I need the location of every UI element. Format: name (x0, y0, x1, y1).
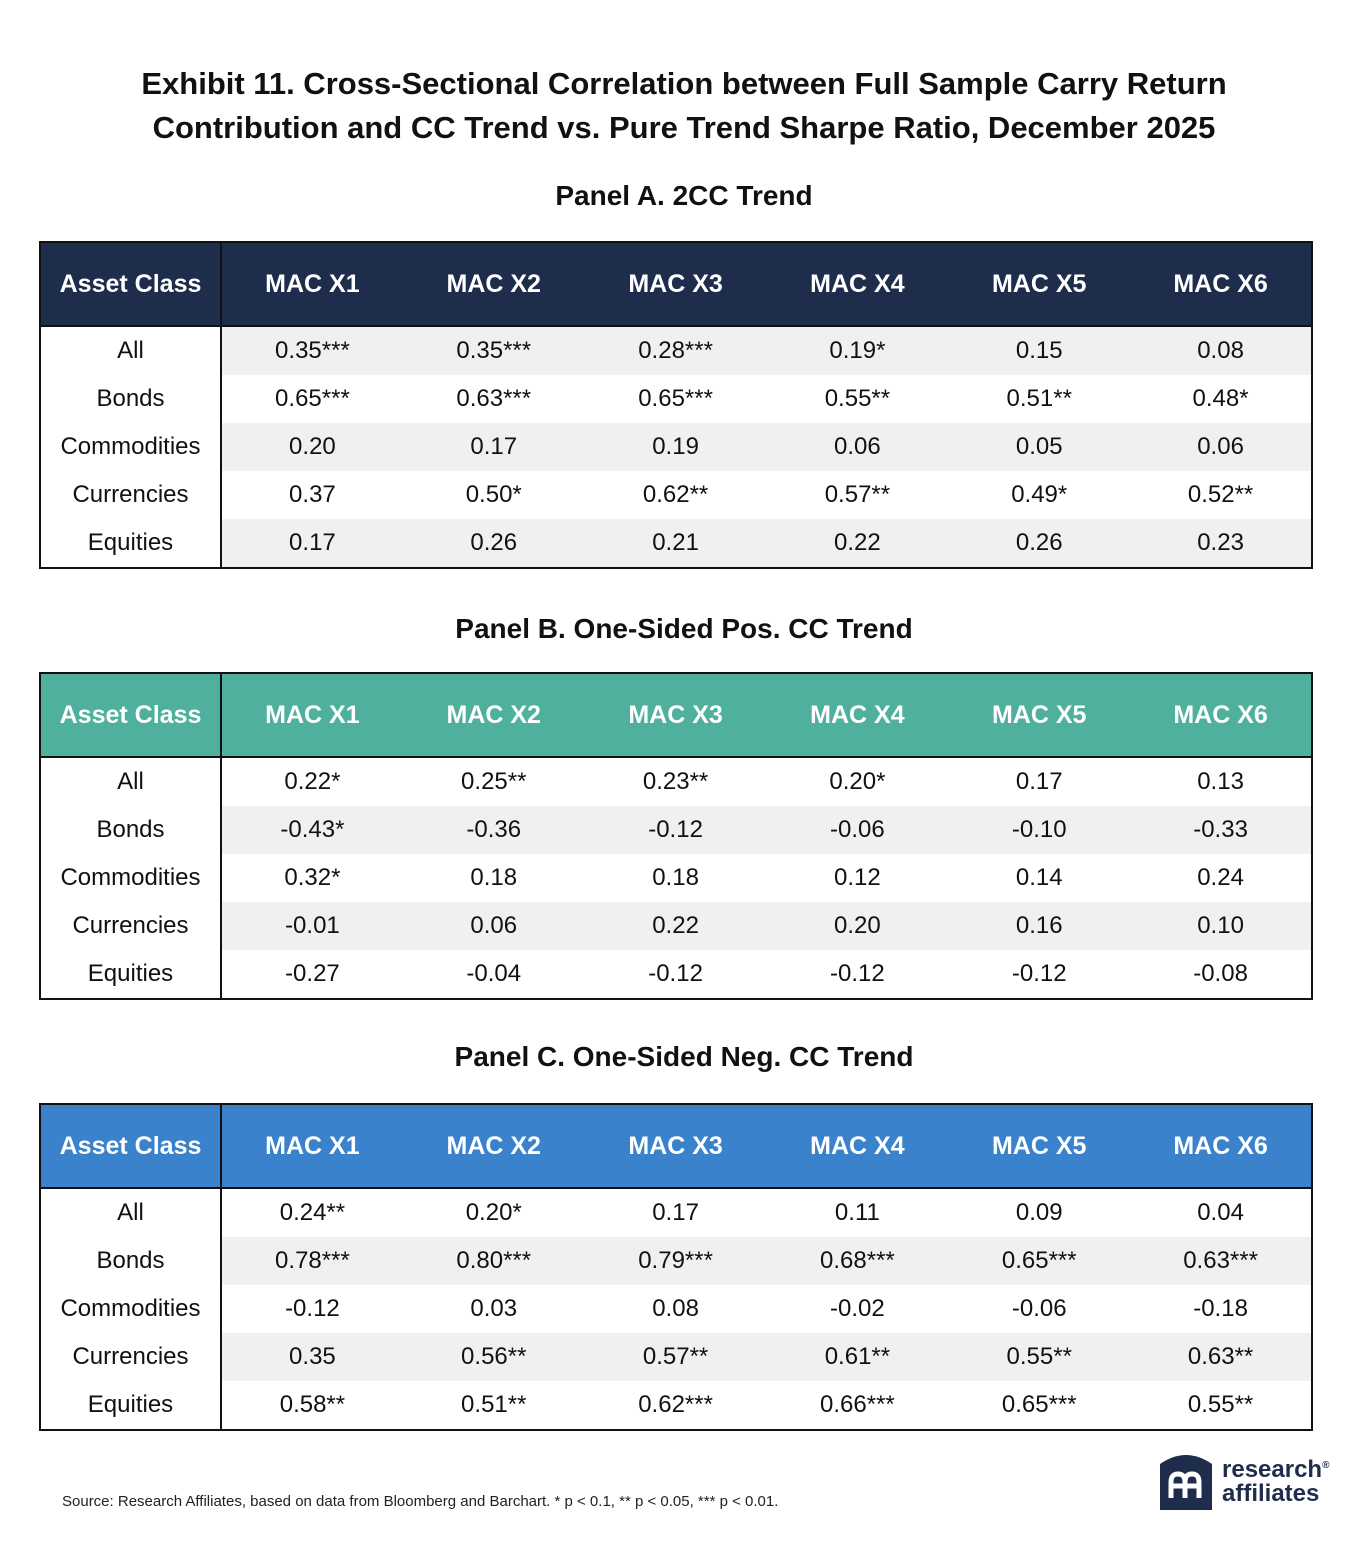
column-header-mac-x4: MAC X4 (766, 673, 948, 757)
table-cell: 0.24 (1130, 854, 1312, 902)
table-cell: 0.22 (585, 902, 767, 950)
row-label: All (40, 1188, 221, 1237)
row-label: Commodities (40, 423, 221, 471)
table-cell: 0.13 (1130, 757, 1312, 806)
column-header-mac-x1: MAC X1 (221, 673, 403, 757)
table-cell: 0.62** (585, 471, 767, 519)
table-cell: 0.55** (1130, 1381, 1312, 1430)
table-row (40, 1381, 1312, 1430)
table-cell: 0.22 (766, 519, 948, 568)
table-cell: 0.18 (403, 854, 585, 902)
table-cell: 0.23 (1130, 519, 1312, 568)
table-cell: 0.03 (403, 1285, 585, 1333)
table-cell: -0.08 (1130, 950, 1312, 999)
table-cell: 0.62*** (585, 1381, 767, 1430)
table-cell: 0.20* (403, 1188, 585, 1237)
table-cell: 0.78*** (221, 1237, 403, 1285)
table-cell: 0.52** (1130, 471, 1312, 519)
table-cell: -0.04 (403, 950, 585, 999)
table-cell: 0.63** (1130, 1333, 1312, 1381)
table-cell: 0.06 (403, 902, 585, 950)
column-header-mac-x3: MAC X3 (585, 242, 767, 326)
table-cell: 0.57** (585, 1333, 767, 1381)
table-cell: 0.20 (221, 423, 403, 471)
row-label: Currencies (40, 471, 221, 519)
table-cell: 0.06 (1130, 423, 1312, 471)
table-cell: 0.56** (403, 1333, 585, 1381)
table-row (40, 1237, 1312, 1285)
column-header-asset-class: Asset Class (40, 1104, 221, 1188)
table-cell: 0.17 (221, 519, 403, 568)
column-header-mac-x3: MAC X3 (585, 1104, 767, 1188)
column-header-mac-x2: MAC X2 (403, 242, 585, 326)
table-row (40, 950, 1312, 999)
row-label: Currencies (40, 902, 221, 950)
header-row (40, 673, 1312, 757)
panel-a-table (39, 241, 1313, 569)
exhibit-title-line-2: Contribution and CC Trend vs. Pure Trend Sharpe Ratio, December 2025 (152, 110, 1216, 145)
table-cell: 0.55** (948, 1333, 1130, 1381)
header-row (40, 242, 1312, 326)
table-cell: 0.20* (766, 757, 948, 806)
table-row (40, 375, 1312, 423)
table-cell: 0.21 (585, 519, 767, 568)
column-header-mac-x3: MAC X3 (585, 673, 767, 757)
table-cell: 0.37 (221, 471, 403, 519)
table-cell: 0.55** (766, 375, 948, 423)
table-row (40, 1333, 1312, 1381)
header-row (40, 1104, 1312, 1188)
column-header-mac-x6: MAC X6 (1130, 242, 1312, 326)
table-cell: 0.68*** (766, 1237, 948, 1285)
table-cell: -0.10 (948, 806, 1130, 854)
column-header-mac-x1: MAC X1 (221, 242, 403, 326)
table-cell: 0.17 (403, 423, 585, 471)
table-cell: 0.50* (403, 471, 585, 519)
table-cell: -0.36 (403, 806, 585, 854)
table-row (40, 902, 1312, 950)
table-cell: 0.22* (221, 757, 403, 806)
table-cell: 0.61** (766, 1333, 948, 1381)
table-cell: -0.12 (766, 950, 948, 999)
panel-b-title: Panel B. One-Sided Pos. CC Trend (455, 613, 913, 644)
table-cell: 0.51** (403, 1381, 585, 1430)
panel-b-table (39, 672, 1313, 1000)
table-cell: 0.08 (1130, 326, 1312, 375)
row-label: Bonds (40, 1237, 221, 1285)
table-cell: 0.16 (948, 902, 1130, 950)
table-cell: -0.12 (585, 950, 767, 999)
table-cell: 0.19* (766, 326, 948, 375)
table-cell: 0.24** (221, 1188, 403, 1237)
row-label: Bonds (40, 375, 221, 423)
table-cell: 0.63*** (403, 375, 585, 423)
row-label: All (40, 326, 221, 375)
table-cell: 0.06 (766, 423, 948, 471)
table-cell: 0.57** (766, 471, 948, 519)
table-row (40, 757, 1312, 806)
table-cell: 0.26 (403, 519, 585, 568)
table-row (40, 854, 1312, 902)
table-cell: 0.65*** (221, 375, 403, 423)
table-cell: 0.66*** (766, 1381, 948, 1430)
table-cell: 0.04 (1130, 1188, 1312, 1237)
table-cell: 0.63*** (1130, 1237, 1312, 1285)
panel-c-title: Panel C. One-Sided Neg. CC Trend (454, 1041, 914, 1072)
logo-line-1: research (1222, 1456, 1323, 1483)
table-cell: 0.12 (766, 854, 948, 902)
table-cell: 0.17 (585, 1188, 767, 1237)
row-label: Equities (40, 519, 221, 568)
column-header-mac-x4: MAC X4 (766, 242, 948, 326)
research-affiliates-logo (1160, 1450, 1330, 1510)
row-label: Commodities (40, 1285, 221, 1333)
table-cell: 0.79*** (585, 1237, 767, 1285)
row-label: All (40, 757, 221, 806)
table-cell: 0.17 (948, 757, 1130, 806)
table-cell: -0.43* (221, 806, 403, 854)
panel-c-table (39, 1103, 1313, 1431)
table-row (40, 519, 1312, 568)
table-cell: 0.05 (948, 423, 1130, 471)
panel-a-title: Panel A. 2CC Trend (555, 180, 813, 211)
table-cell: -0.33 (1130, 806, 1312, 854)
column-header-mac-x5: MAC X5 (948, 673, 1130, 757)
column-header-mac-x6: MAC X6 (1130, 673, 1312, 757)
table-row (40, 1285, 1312, 1333)
table-cell: 0.51** (948, 375, 1130, 423)
table-cell: 0.19 (585, 423, 767, 471)
table-cell: -0.12 (585, 806, 767, 854)
table-cell: 0.14 (948, 854, 1130, 902)
table-cell: 0.32* (221, 854, 403, 902)
table-row (40, 471, 1312, 519)
table-cell: 0.18 (585, 854, 767, 902)
table-cell: 0.58** (221, 1381, 403, 1430)
logo-line-2: affiliates (1222, 1480, 1320, 1507)
exhibit-title (0, 62, 1368, 150)
table-cell: -0.18 (1130, 1285, 1312, 1333)
table-cell: 0.65*** (948, 1237, 1130, 1285)
column-header-asset-class: Asset Class (40, 673, 221, 757)
column-header-mac-x5: MAC X5 (948, 1104, 1130, 1188)
row-label: Equities (40, 950, 221, 999)
table-cell: -0.02 (766, 1285, 948, 1333)
table-cell: 0.25** (403, 757, 585, 806)
column-header-mac-x6: MAC X6 (1130, 1104, 1312, 1188)
column-header-mac-x2: MAC X2 (403, 673, 585, 757)
table-row (40, 806, 1312, 854)
table-cell: 0.08 (585, 1285, 767, 1333)
row-label: Equities (40, 1381, 221, 1430)
column-header-mac-x5: MAC X5 (948, 242, 1130, 326)
table-cell: 0.65*** (585, 375, 767, 423)
table-row (40, 326, 1312, 375)
table-cell: 0.26 (948, 519, 1130, 568)
row-label: Bonds (40, 806, 221, 854)
table-cell: 0.09 (948, 1188, 1130, 1237)
column-header-mac-x1: MAC X1 (221, 1104, 403, 1188)
table-cell: 0.28*** (585, 326, 767, 375)
table-cell: 0.80*** (403, 1237, 585, 1285)
logo-registered: ® (1322, 1460, 1330, 1471)
table-cell: 0.23** (585, 757, 767, 806)
table-cell: 0.65*** (948, 1381, 1130, 1430)
table-cell: 0.35*** (221, 326, 403, 375)
table-cell: 0.49* (948, 471, 1130, 519)
table-cell: -0.01 (221, 902, 403, 950)
table-cell: 0.35 (221, 1333, 403, 1381)
table-cell: -0.12 (948, 950, 1130, 999)
table-cell: 0.11 (766, 1188, 948, 1237)
row-label: Currencies (40, 1333, 221, 1381)
table-cell: 0.35*** (403, 326, 585, 375)
table-row (40, 423, 1312, 471)
table-cell: 0.20 (766, 902, 948, 950)
table-row (40, 1188, 1312, 1237)
research-affiliates-logo-mark-icon (1160, 1450, 1212, 1510)
table-cell: 0.15 (948, 326, 1130, 375)
table-cell: -0.12 (221, 1285, 403, 1333)
column-header-mac-x4: MAC X4 (766, 1104, 948, 1188)
column-header-mac-x2: MAC X2 (403, 1104, 585, 1188)
row-label: Commodities (40, 854, 221, 902)
table-cell: 0.10 (1130, 902, 1312, 950)
table-cell: -0.06 (766, 806, 948, 854)
table-cell: -0.27 (221, 950, 403, 999)
table-cell: 0.48* (1130, 375, 1312, 423)
source-note: Source: Research Affiliates, based on data from Bloomberg and Barchart. * p < 0.1, ** p < 0.05, *** p < 0.01. (62, 1493, 779, 1510)
table-cell: -0.06 (948, 1285, 1130, 1333)
column-header-asset-class: Asset Class (40, 242, 221, 326)
logo-wordmark (1222, 1454, 1329, 1506)
exhibit-title-line-1: Exhibit 11. Cross-Sectional Correlation between Full Sample Carry Return (141, 66, 1227, 101)
